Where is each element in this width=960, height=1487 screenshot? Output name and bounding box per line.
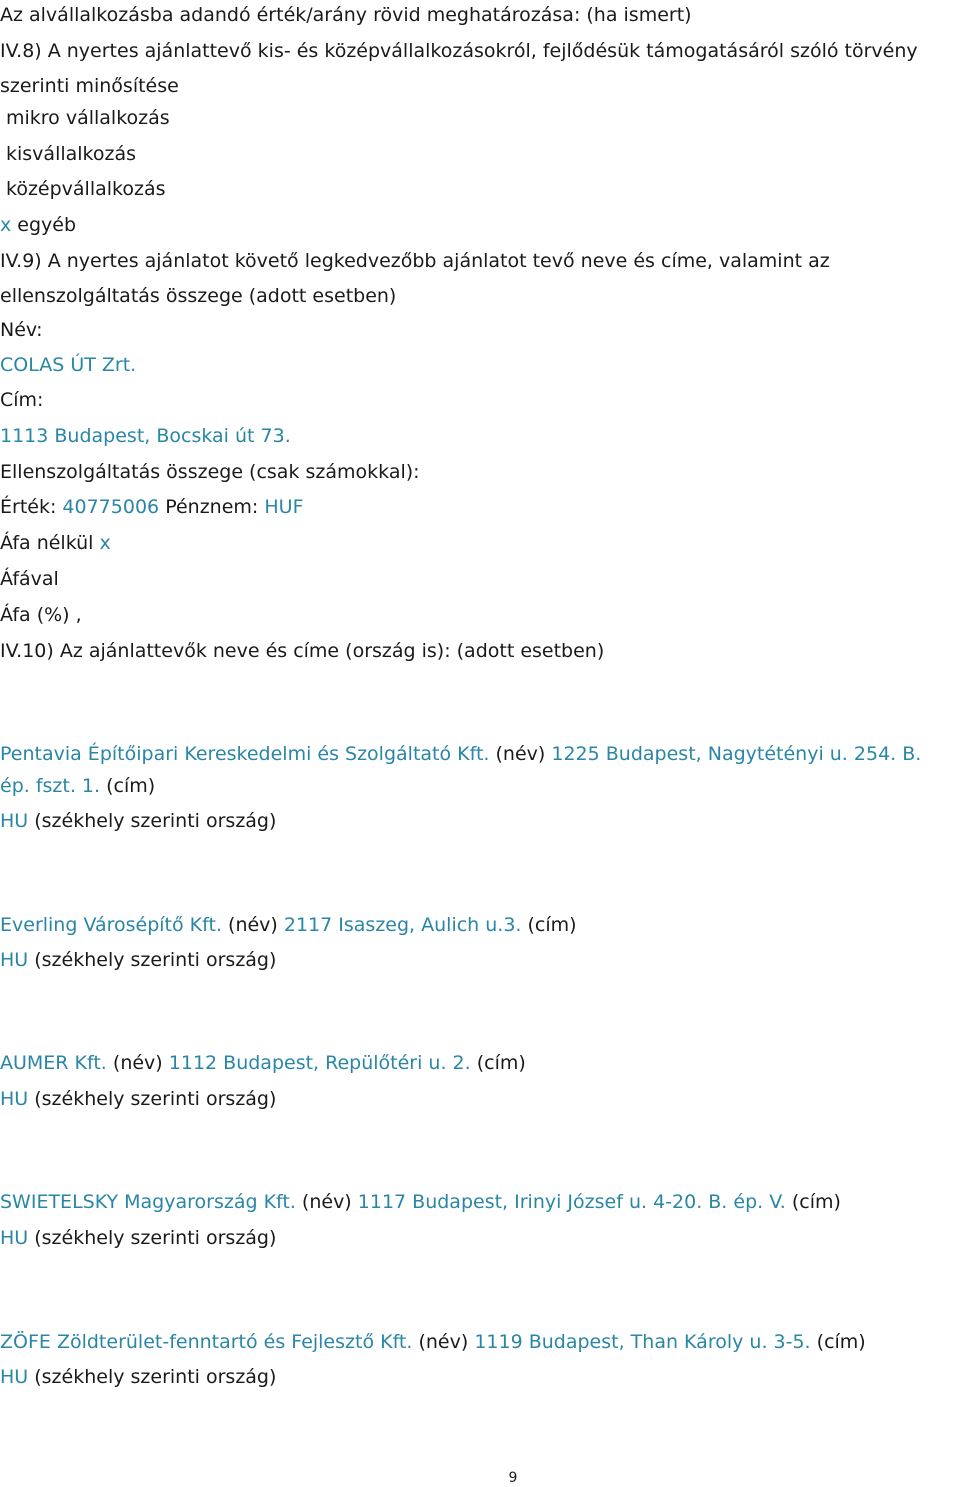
bidder-name: Everling Városépítő Kft. bbox=[0, 914, 222, 936]
bidder-4-line1 bbox=[0, 1190, 841, 1214]
name-suffix: (név) bbox=[228, 914, 278, 936]
bidder-2-country-line bbox=[0, 948, 276, 972]
country-suffix: (székhely szerinti ország) bbox=[34, 1366, 277, 1388]
country-suffix: (székhely szerinti ország) bbox=[34, 949, 277, 971]
address-suffix: (cím) bbox=[816, 1331, 866, 1353]
currency-label: Pénznem: bbox=[165, 496, 259, 518]
bidder-name: Pentavia Építőipari Kereskedelmi és Szolgáltató Kft. bbox=[0, 743, 490, 765]
iv9-name-value: COLAS ÚT Zrt. bbox=[0, 354, 137, 376]
bidder-name: ZÖFE Zöldterület-fenntartó és Fejlesztő Kft. bbox=[0, 1331, 413, 1353]
vat-excl-label: Áfa nélkül bbox=[0, 532, 94, 554]
bidder-1-line1 bbox=[0, 742, 921, 766]
iv9-value-line bbox=[0, 495, 304, 519]
country-suffix: (székhely szerinti ország) bbox=[34, 1227, 277, 1249]
address-suffix: (cím) bbox=[476, 1052, 526, 1074]
address-suffix: (cím) bbox=[527, 914, 577, 936]
iv8-option-medium bbox=[6, 177, 166, 201]
bidder-3-line1 bbox=[0, 1051, 526, 1075]
iv8-option-other bbox=[0, 213, 76, 237]
bidder-address: 2117 Isaszeg, Aulich u.3. bbox=[283, 914, 522, 936]
option-label: középvállalkozás bbox=[6, 178, 166, 200]
address-suffix: (cím) bbox=[106, 775, 156, 797]
vat-excl-mark: x bbox=[99, 532, 111, 554]
bidder-country: HU bbox=[0, 1227, 29, 1249]
iv8-option-small bbox=[6, 142, 136, 166]
iv9-name-label: Név: bbox=[0, 319, 43, 341]
bidder-address: 1225 Budapest, Nagytétényi u. 254. B. bbox=[551, 743, 922, 765]
option-mark: x bbox=[0, 214, 12, 236]
bidder-country: HU bbox=[0, 1088, 29, 1110]
bidder-2-line1 bbox=[0, 913, 577, 937]
name-suffix: (név) bbox=[112, 1052, 163, 1074]
country-suffix: (székhely szerinti ország) bbox=[34, 810, 277, 832]
bidder-5-country-line bbox=[0, 1365, 276, 1389]
iv8-option-micro bbox=[6, 106, 170, 130]
iv8-heading-line1: IV.8) A nyertes ajánlattevő kis- és középvállalkozásokról, fejlődésük támogatásáról szóló törvény bbox=[0, 40, 918, 62]
country-suffix: (székhely szerinti ország) bbox=[34, 1088, 277, 1110]
bidder-country: HU bbox=[0, 1366, 29, 1388]
value-amount: 40775006 bbox=[62, 496, 160, 518]
option-label: kisvállalkozás bbox=[6, 143, 137, 165]
iv8-heading-line2: szerinti minősítése bbox=[0, 75, 179, 97]
iv9-address-label: Cím: bbox=[0, 389, 44, 411]
name-suffix: (név) bbox=[301, 1191, 352, 1213]
bidder-3-country-line bbox=[0, 1087, 276, 1111]
currency-value: HUF bbox=[264, 496, 304, 518]
bidder-address-continued: ép. fszt. 1. bbox=[0, 775, 101, 797]
iv10-heading: IV.10) Az ajánlattevők neve és címe (ország is): (adott esetben) bbox=[0, 640, 605, 662]
bidder-name: SWIETELSKY Magyarország Kft. bbox=[0, 1191, 296, 1213]
bidder-address: 1119 Budapest, Than Károly u. 3-5. bbox=[474, 1331, 811, 1353]
iv9-heading-line1: IV.9) A nyertes ajánlatot követő legkedvezőbb ajánlatot tevő neve és címe, valamint az bbox=[0, 250, 830, 272]
bidder-country: HU bbox=[0, 810, 29, 832]
bidder-address: 1117 Budapest, Irinyi József u. 4-20. B. ép. V. bbox=[357, 1191, 786, 1213]
bidder-name: AUMER Kft. bbox=[0, 1052, 107, 1074]
option-label: egyéb bbox=[17, 214, 77, 236]
iv9-vat-incl-label: Áfával bbox=[0, 568, 59, 590]
subcontract-value-line: Az alvállalkozásba adandó érték/arány rövid meghatározása: (ha ismert) bbox=[0, 4, 692, 26]
name-suffix: (név) bbox=[418, 1331, 469, 1353]
page-number: 9 bbox=[508, 1470, 518, 1486]
name-suffix: (név) bbox=[495, 743, 546, 765]
bidder-5-line1 bbox=[0, 1330, 866, 1354]
bidder-address: 1112 Budapest, Repülőtéri u. 2. bbox=[168, 1052, 471, 1074]
bidder-1-line2 bbox=[0, 774, 155, 798]
iv9-heading-line2: ellenszolgáltatás összege (adott esetben) bbox=[0, 285, 397, 307]
value-label: Érték: bbox=[0, 496, 57, 518]
iv9-vat-excl-line bbox=[0, 531, 111, 555]
option-label: mikro vállalkozás bbox=[6, 107, 170, 129]
iv9-vat-pct-label: Áfa (%) , bbox=[0, 604, 82, 626]
iv9-amount-label: Ellenszolgáltatás összege (csak számokkal): bbox=[0, 461, 420, 483]
bidder-country: HU bbox=[0, 949, 29, 971]
address-suffix: (cím) bbox=[791, 1191, 841, 1213]
bidder-4-country-line bbox=[0, 1226, 276, 1250]
bidder-1-country-line bbox=[0, 809, 276, 833]
iv9-address-value: 1113 Budapest, Bocskai út 73. bbox=[0, 425, 291, 447]
